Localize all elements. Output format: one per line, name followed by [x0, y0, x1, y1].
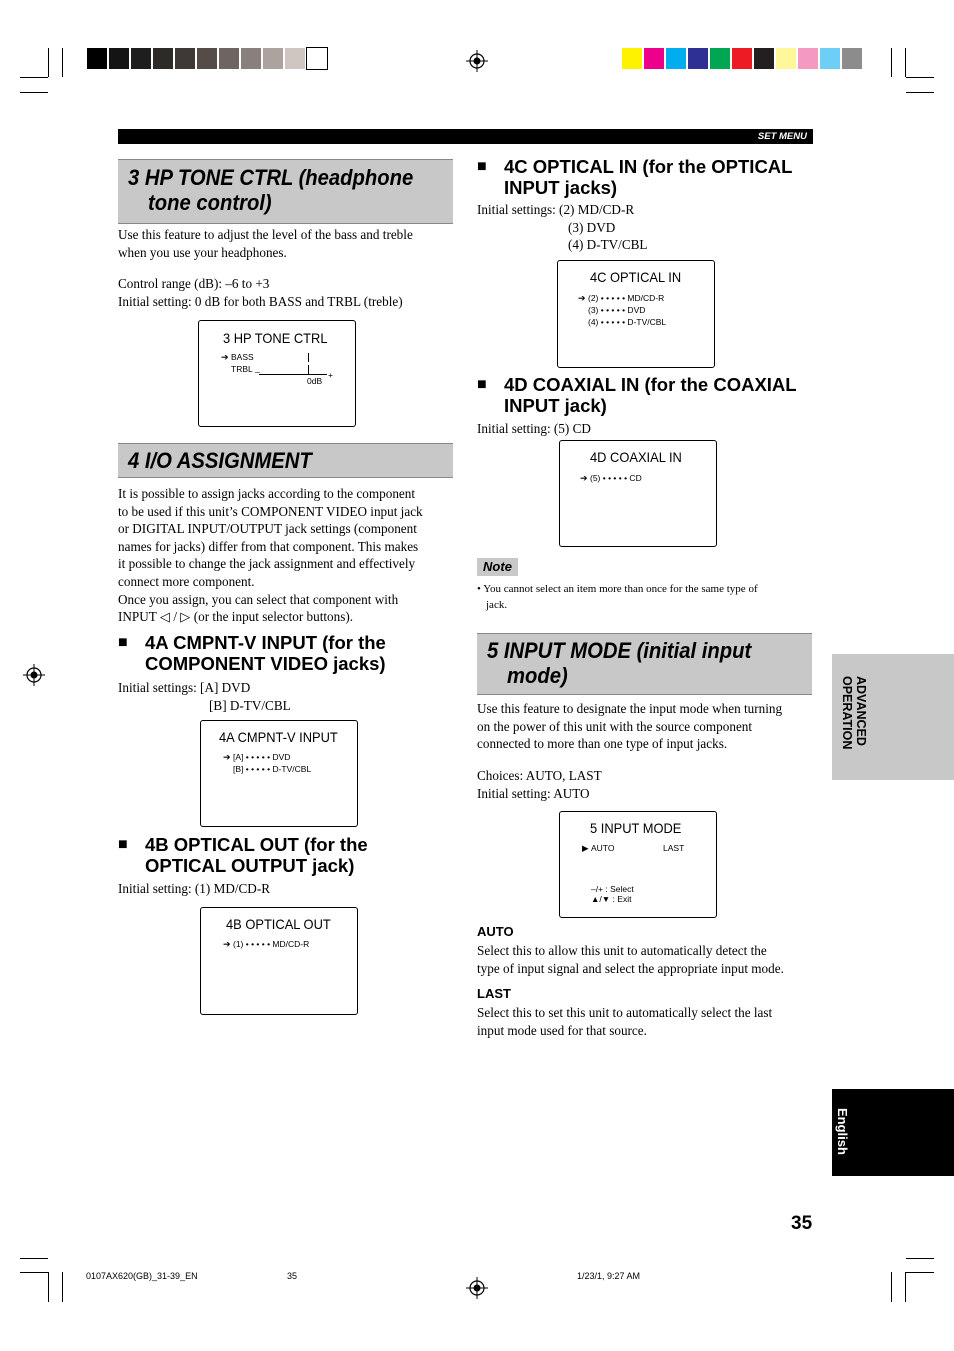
- square-bullet-icon: ■: [118, 634, 128, 651]
- heading-line: COMPONENT VIDEO jacks): [145, 653, 386, 674]
- color-swatch: [688, 48, 708, 69]
- color-swatch: [131, 48, 151, 69]
- color-swatch: [842, 48, 862, 69]
- section-4-title-bar: [118, 443, 453, 478]
- color-swatch: [219, 48, 239, 69]
- crop-mark: [62, 1272, 63, 1302]
- color-swatch: [776, 48, 796, 69]
- screen-row-trbl: TRBL: [231, 364, 253, 374]
- color-swatch: [732, 48, 752, 69]
- color-swatch: [197, 48, 217, 69]
- level-tick: [308, 365, 309, 374]
- text-line: or DIGITAL INPUT/OUTPUT jack settings (component: [118, 521, 417, 537]
- text-line: it possible to change the jack assignment and effectively: [118, 556, 416, 572]
- section-5-title-line2: mode): [507, 663, 568, 688]
- screen-title: 5 INPUT MODE: [590, 820, 682, 836]
- crop-mark: [62, 48, 63, 77]
- heading-line: INPUT jack): [504, 395, 607, 416]
- color-swatch: [285, 48, 305, 69]
- section-4b-initial: Initial setting: (1) MD/CD-R: [118, 881, 271, 896]
- color-swatch: [87, 48, 107, 69]
- crop-mark: [891, 1272, 892, 1302]
- registration-mark-icon: [466, 1277, 488, 1299]
- heading-line: 4D COAXIAL IN (for the COAXIAL: [504, 374, 797, 395]
- text-line: jack.: [486, 599, 508, 611]
- section-5-title-line1: 5 INPUT MODE (initial input: [487, 638, 752, 663]
- arrow-right-icon: ➔: [223, 752, 231, 762]
- screen-option-auto: AUTO: [591, 843, 615, 853]
- triangle-right-icon: ▶: [582, 843, 589, 853]
- crop-mark: [20, 1272, 48, 1273]
- arrow-right-icon: ➔: [223, 939, 231, 949]
- text-line: INPUT ◁ / ▷ (or the input selector buttons).: [118, 609, 354, 625]
- screen-title: 4A CMPNT-V INPUT: [219, 729, 338, 745]
- cmpnt-v-input-screen: [200, 720, 358, 827]
- crop-mark: [905, 48, 906, 77]
- text-line: to be used if this unit’s COMPONENT VIDEO input jack: [118, 503, 423, 519]
- screen-row: (5) • • • • • CD: [590, 473, 642, 483]
- side-tab-english-label: English: [835, 1108, 850, 1155]
- section-4a-initial: [118, 679, 458, 714]
- crop-mark: [905, 1272, 906, 1302]
- text-line: when you use your headphones.: [118, 244, 287, 260]
- text-line: It is possible to assign jacks according to the component: [118, 486, 416, 501]
- note-label: Note: [477, 558, 518, 576]
- header-bar: [118, 129, 813, 144]
- color-swatch: [241, 48, 261, 69]
- square-bullet-icon: ■: [477, 158, 487, 175]
- text-line: type of input signal and select the appropriate input mode.: [477, 960, 784, 976]
- arrow-right-icon: ➔: [578, 293, 586, 303]
- crop-mark: [20, 77, 48, 78]
- registration-mark-icon: [23, 664, 45, 686]
- screen-title: 4D COAXIAL IN: [590, 449, 682, 465]
- text-line: on the power of this unit with the source component: [477, 718, 753, 734]
- last-heading: LAST: [477, 986, 511, 1001]
- text-line: Select this to allow this unit to automatically detect the: [477, 943, 767, 958]
- text-line: Once you assign, you can select that component with: [118, 591, 399, 607]
- section-3-title-bar: [118, 159, 453, 224]
- arrow-right-icon: ➔: [580, 473, 588, 483]
- color-swatch: [307, 48, 327, 69]
- side-tab-advanced-operation-label: [840, 676, 868, 749]
- color-swatch: [175, 48, 195, 69]
- text-line: Use this feature to adjust the level of the bass and treble: [118, 227, 413, 242]
- text-line: Initial setting: AUTO: [477, 785, 590, 801]
- section-4a-heading: [118, 632, 458, 676]
- square-bullet-icon: ■: [118, 836, 128, 853]
- color-swatch: [666, 48, 686, 69]
- text-line: ADVANCED: [854, 676, 868, 746]
- heading-line: 4B OPTICAL OUT (for the: [145, 834, 368, 855]
- color-swatch: [820, 48, 840, 69]
- heading-line: OPTICAL OUTPUT jack): [145, 855, 355, 876]
- optical-in-screen: [557, 260, 715, 368]
- text-line: [B] D-TV/CBL: [209, 697, 291, 713]
- section-4-title: 4 I/O ASSIGNMENT: [128, 448, 312, 473]
- color-swatch: [263, 48, 283, 69]
- footer-page: 35: [287, 1271, 298, 1281]
- color-swatch: [153, 48, 173, 69]
- crop-mark: [20, 1258, 48, 1259]
- screen-row: (1) • • • • • MD/CD-R: [233, 939, 310, 949]
- screen-title: 4C OPTICAL IN: [590, 269, 682, 285]
- crop-mark: [891, 48, 892, 77]
- text-line: Control range (dB): –6 to +3: [118, 276, 270, 291]
- section-5-choices: [477, 767, 817, 802]
- crop-mark: [48, 48, 49, 77]
- screen-row: [A] • • • • • DVD: [233, 752, 291, 762]
- crop-mark: [906, 1258, 934, 1259]
- section-5-description: [477, 700, 822, 753]
- auto-heading: AUTO: [477, 924, 514, 939]
- screen-zero-db: 0dB: [307, 376, 323, 386]
- crop-mark: [906, 1272, 934, 1273]
- level-line: [259, 374, 327, 375]
- screen-key-select: –/+ : Select: [591, 884, 634, 894]
- section-3-description: [118, 226, 458, 261]
- color-swatch: [754, 48, 774, 69]
- heading-line: 4A CMPNT-V INPUT (for the: [145, 632, 386, 653]
- screen-row: (3) • • • • • DVD: [588, 305, 646, 315]
- text-line: OPERATION: [840, 676, 854, 750]
- registration-mark-icon: [466, 50, 488, 72]
- text-line: • You cannot select an item more than once for the same type of: [477, 583, 758, 595]
- screen-plus: +: [328, 370, 333, 380]
- square-bullet-icon: ■: [477, 376, 487, 393]
- section-4b-heading: [118, 834, 458, 878]
- footer-file: 0107AX620(GB)_31-39_EN: [86, 1271, 198, 1281]
- heading-line: INPUT jacks): [504, 177, 618, 198]
- level-tick: [308, 353, 309, 362]
- auto-description: [477, 942, 822, 977]
- text-line: Select this to set this unit to automatically select the last: [477, 1005, 773, 1020]
- screen-option-last: LAST: [663, 843, 685, 853]
- optical-out-screen: [200, 907, 358, 1015]
- text-line: (3) DVD: [568, 219, 616, 235]
- crop-mark: [48, 1272, 49, 1302]
- section-3-title-line2: tone control): [148, 190, 272, 215]
- section-4d-initial: Initial setting: (5) CD: [477, 421, 591, 436]
- screen-title: 4B OPTICAL OUT: [226, 916, 331, 932]
- footer-date: 1/23/1, 9:27 AM: [577, 1271, 641, 1281]
- text-line: Initial settings: [A] DVD: [118, 680, 251, 695]
- screen-row-bass: BASS: [231, 352, 254, 362]
- hp-tone-ctrl-screen: [198, 320, 356, 427]
- crop-mark: [20, 92, 48, 93]
- crop-mark: [906, 77, 934, 78]
- side-tab-english: [832, 1089, 954, 1176]
- note-text: [477, 581, 817, 613]
- text-line: connect more component.: [118, 573, 255, 589]
- crop-mark: [906, 92, 934, 93]
- text-line: input mode used for that source.: [477, 1022, 647, 1038]
- screen-key-exit: ▲/▼ : Exit: [591, 894, 632, 904]
- section-4d-heading: [477, 374, 822, 418]
- screen-minus: _: [255, 363, 260, 373]
- section-4c-heading: [477, 156, 822, 200]
- text-line: Initial settings: (2) MD/CD-R: [477, 202, 635, 217]
- header-label: SET MENU: [757, 131, 807, 142]
- screen-title: 3 HP TONE CTRL: [223, 330, 328, 346]
- input-mode-screen: [559, 811, 717, 918]
- screen-row: [B] • • • • • D-TV/CBL: [233, 764, 312, 774]
- section-3-title-line1: 3 HP TONE CTRL (headphone: [128, 165, 414, 190]
- color-swatch: [109, 48, 129, 69]
- section-3-settings: [118, 275, 458, 310]
- arrow-right-icon: ➔: [221, 352, 229, 362]
- coaxial-in-screen: [559, 440, 717, 547]
- text-line: connected to more than one type of input jacks.: [477, 736, 728, 752]
- last-description: [477, 1004, 822, 1039]
- text-line: Choices: AUTO, LAST: [477, 768, 602, 783]
- section-4-description: [118, 485, 463, 626]
- color-swatch: [622, 48, 642, 69]
- color-swatch: [710, 48, 730, 69]
- section-5-title-bar: [477, 633, 812, 695]
- text-line: Use this feature to designate the input mode when turning: [477, 701, 783, 716]
- text-line: names for jacks) differ from that component. This makes: [118, 538, 419, 554]
- section-4c-initial: [477, 201, 817, 254]
- text-line: Initial setting: 0 dB for both BASS and TRBL (treble): [118, 293, 403, 309]
- color-swatch: [798, 48, 818, 69]
- color-swatch: [644, 48, 664, 69]
- heading-line: 4C OPTICAL IN (for the OPTICAL: [504, 156, 793, 177]
- text-line: (4) D-TV/CBL: [568, 237, 648, 253]
- page-number: 35: [791, 1213, 813, 1234]
- screen-row: (2) • • • • • MD/CD-R: [588, 293, 665, 303]
- screen-row: (4) • • • • • D-TV/CBL: [588, 317, 667, 327]
